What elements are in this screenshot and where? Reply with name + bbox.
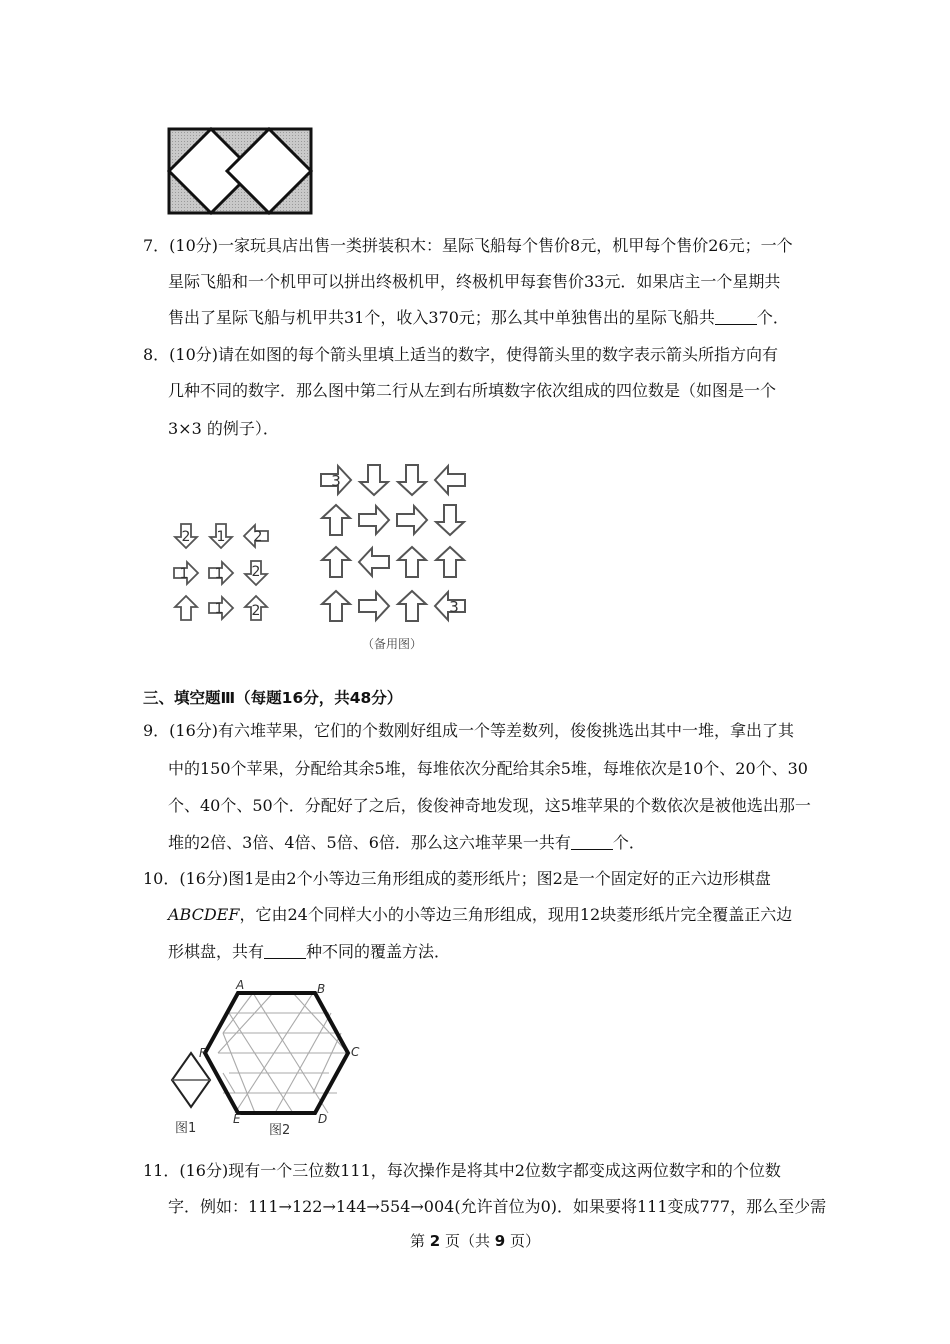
q9-tail: 个． — [612, 833, 645, 852]
q11-line-1: 11．(16分)现有一个三位数111，每次操作是将其中2位数字都变成这两位数字和的个位数 — [143, 1161, 781, 1180]
svg-text:2: 2 — [181, 529, 191, 545]
q7-line-1: 7．(10分)一家玩具店出售一类拼装积木：星际飞船每个售价8元，机甲每个售价26元；一个 — [143, 236, 793, 255]
svg-text:1: 1 — [179, 566, 189, 582]
q10-line-1: 10．(16分)图1是由2个小等边三角形组成的菱形纸片；图2是一个固定好的正六边形棋盘 — [143, 869, 771, 888]
svg-text:2: 2 — [251, 564, 261, 580]
q8-line-2: 几种不同的数字．那么图中第二行从左到右所填数字依次组成的四位数是（如图是一个 — [168, 381, 777, 400]
q8-line-1: 8．(10分)请在如图的每个箭头里填上适当的数字，使得箭头里的数字表示箭头所指方向有 — [143, 345, 779, 364]
q10-line-2-text: ，它由24个同样大小的小等边三角形组成，现用12块菱形纸片完全覆盖正六边 — [239, 905, 793, 924]
svg-text:1: 1 — [216, 529, 226, 545]
q9-line-1: 9．(16分)有六堆苹果，它们的个数刚好组成一个等差数列，俊俊挑选出其中一堆，拿出了其 — [143, 721, 795, 740]
q11-line-2: 字．例如：111→122→144→554→004(允许首位为0)．如果要将111变成777，那么至少需 — [168, 1197, 827, 1216]
rhombus-figure-1 — [172, 1053, 210, 1107]
q9-line-3: 个、40个、50个．分配好了之后，俊俊神奇地发现，这5堆苹果的个数依次是被他选出那一 — [168, 796, 811, 815]
small-arrow-grid — [174, 524, 268, 620]
q9-line-4-text: 堆的2倍、3倍、4倍、5倍、6倍．那么这六堆苹果一共有 — [168, 833, 571, 852]
svg-text:A: A — [236, 978, 245, 992]
q7-line-3-text: 售出了星际飞船与机甲共31个，收入370元；那么其中单独售出的星际飞船共 — [168, 308, 715, 327]
q10-answer-blank[interactable] — [264, 944, 306, 959]
svg-text:2: 2 — [251, 603, 261, 619]
backup-caption: （备用图） — [361, 637, 423, 651]
q9-line-2: 中的150个苹果，分配给其余5堆，每堆依次分配给其余5堆，每堆依次是10个、20个、30 — [168, 759, 808, 778]
svg-text:B: B — [317, 982, 326, 996]
section-3-title: 三、填空题Ⅲ（每题16分，共48分） — [143, 689, 403, 707]
q7-answer-blank[interactable] — [715, 310, 757, 325]
svg-text:3: 3 — [331, 472, 341, 490]
q8-arrow-figures — [160, 456, 490, 656]
caption-figure-2: 图2 — [269, 1123, 291, 1138]
q10-line-2 — [168, 905, 792, 925]
q10-line-3 — [168, 942, 450, 962]
svg-text:D: D — [318, 1112, 328, 1126]
q8-line-3: 3×3 的例子）． — [168, 419, 279, 438]
svg-text:E: E — [233, 1112, 241, 1126]
svg-text:3: 3 — [449, 598, 459, 616]
total-pages: 9 — [494, 1232, 506, 1250]
q7-line-2: 星际飞船和一个机甲可以拼出终极机甲，终极机甲每套售价33元．如果店主一个星期共 — [168, 272, 781, 291]
q10-hexagon-name: ABCDEF — [168, 905, 240, 924]
svg-text:C: C — [351, 1045, 360, 1059]
q10-line-3-head: 形棋盘，共有 — [168, 942, 265, 961]
q9-line-4 — [168, 833, 645, 853]
q9-answer-blank[interactable] — [571, 835, 613, 850]
q7-line-3 — [168, 308, 789, 328]
q6-rectangle-figure — [166, 126, 314, 216]
q10-line-3-tail: 种不同的覆盖方法． — [306, 942, 451, 961]
svg-text:1: 1 — [214, 566, 224, 582]
svg-text:F: F — [199, 1046, 206, 1060]
caption-figure-1: 图1 — [175, 1121, 197, 1136]
hexagon-board — [205, 993, 348, 1113]
svg-text:1: 1 — [214, 601, 224, 617]
q7-tail: 个． — [756, 308, 789, 327]
page-footer: 第 2 页（共 9 页） — [410, 1232, 540, 1250]
large-arrow-grid — [321, 465, 465, 621]
svg-text:2: 2 — [253, 529, 263, 545]
current-page: 2 — [429, 1232, 441, 1250]
q10-hexagon-figure — [165, 975, 370, 1140]
